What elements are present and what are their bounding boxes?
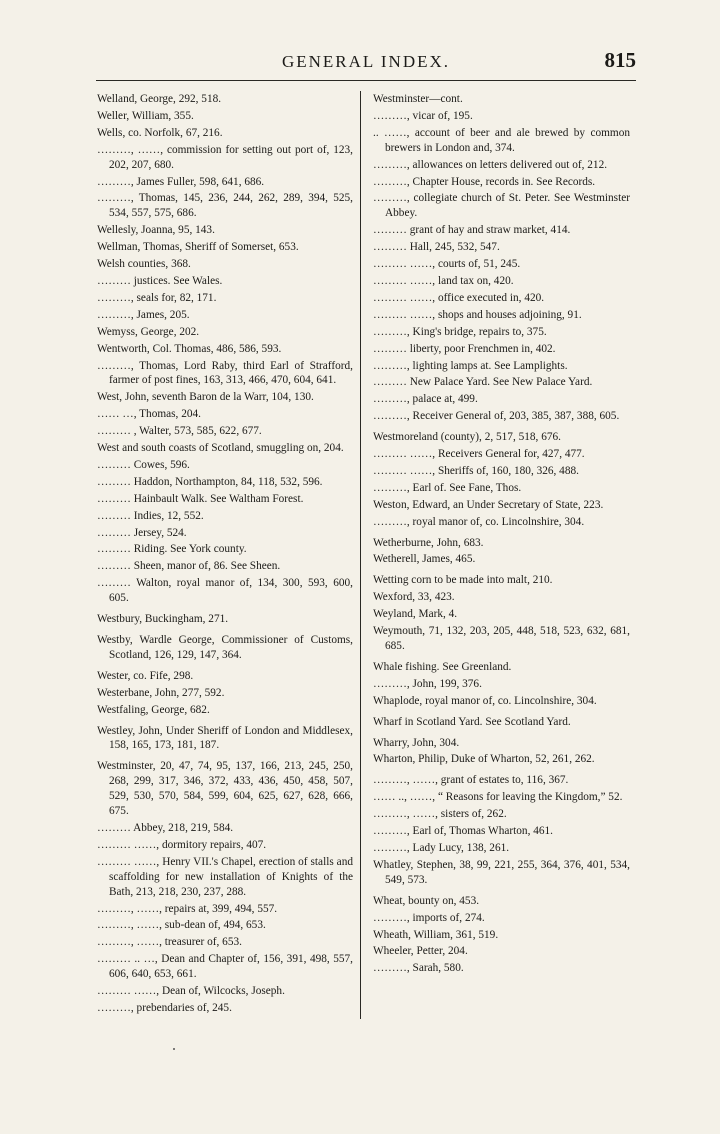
index-entry: Weyland, Mark, 4. (373, 608, 458, 621)
index-entry: Westmoreland (county), 2, 517, 518, 676. (373, 431, 561, 444)
index-entry: Wellman, Thomas, Sheriff of Somerset, 653. (97, 241, 299, 254)
index-entry: ……… Hall, 245, 532, 547. (373, 241, 500, 254)
index-column-left (97, 92, 353, 1018)
index-entry: ……… , Walter, 573, 585, 622, 677. (97, 425, 262, 438)
index-entry: ……… ……, Receivers General for, 427, 477. (373, 448, 585, 461)
stray-mark (173, 1048, 175, 1050)
index-entry: ………, Thomas, Lord Raby, third Earl of Strafford, farmer of post fines, 163, 313, 466, 470, 604, 641. (97, 359, 353, 387)
index-entry: Wetherell, James, 465. (373, 553, 476, 566)
index-entry: ……… ……, Dean of, Wilcocks, Joseph. (97, 985, 285, 998)
index-entry: Wharton, Philip, Duke of Wharton, 52, 261, 262. (373, 753, 595, 766)
index-entry: Wentworth, Col. Thomas, 486, 586, 593. (97, 342, 282, 355)
index-entry: ……… ……, land tax on, 420. (373, 274, 514, 287)
index-entry: Wells, co. Norfolk, 67, 216. (97, 126, 223, 139)
index-entry: ……… ……, office executed in, 420. (373, 291, 545, 304)
index-entry: ……… New Palace Yard. See New Palace Yard. (373, 376, 593, 389)
index-entry: ……… grant of hay and straw market, 414. (373, 224, 571, 237)
index-entry: Whale fishing. See Greenland. (373, 660, 512, 673)
index-entry: ………, ……, grant of estates to, 116, 367. (373, 774, 569, 787)
index-entry: ……… Hainbault Walk. See Waltham Forest. (97, 492, 304, 505)
index-entry: ………, ……, sub-dean of, 494, 653. (97, 919, 266, 932)
index-entry: ………, lighting lamps at. See Lamplights. (373, 359, 568, 372)
index-entry: ………, ……, treasurer of, 653. (97, 936, 242, 949)
index-entry: ……… Sheen, manor of, 86. See Sheen. (97, 560, 281, 573)
page-header (96, 48, 636, 82)
index-entry: ………, imports of, 274. (373, 911, 485, 924)
index-entry: .. ……, account of beer and ale brewed by common brewers in London and, 374. (373, 126, 630, 154)
index-entry: Wexford, 33, 423. (373, 591, 455, 604)
index-entry: ……… ……, dormitory repairs, 407. (97, 838, 267, 851)
index-entry: Weymouth, 71, 132, 203, 205, 448, 518, 523, 632, 681, 685. (373, 625, 630, 652)
index-entry: Wester, co. Fife, 298. (97, 669, 194, 682)
index-entry: ………, Earl of. See Fane, Thos. (373, 481, 522, 494)
index-entry: West, John, seventh Baron de la Warr, 104, 130. (97, 391, 314, 404)
index-entry: ………, Chapter House, records in. See Records. (373, 175, 596, 188)
header-rule (96, 80, 636, 81)
index-entry: ………, vicar of, 195. (373, 109, 473, 122)
index-entry: …… .., ……, “ Reasons for leaving the Kingdom,” 52. (373, 791, 623, 804)
index-entry: Weller, William, 355. (97, 109, 194, 122)
index-entry: Wemyss, George, 202. (97, 325, 200, 338)
index-entry: West and south coasts of Scotland, smuggling on, 204. (97, 442, 344, 455)
index-entry: Westerbane, John, 277, 592. (97, 686, 225, 699)
index-entry: ……… Jersey, 524. (97, 526, 187, 539)
index-entry: ……… liberty, poor Frenchmen in, 402. (373, 342, 556, 355)
index-entry: ………, King's bridge, repairs to, 375. (373, 325, 547, 338)
index-entry: Westby, Wardle George, Commissioner of Customs, Scotland, 126, 129, 147, 364. (97, 634, 353, 661)
index-entry: Wheath, William, 361, 519. (373, 928, 499, 941)
index-entry: ……… Walton, royal manor of, 134, 300, 593, 600, 605. (97, 577, 353, 605)
index-entry: Westbury, Buckingham, 271. (97, 613, 229, 626)
index-entry: Westminster—cont. (373, 93, 463, 105)
index-entry: ………, palace at, 499. (373, 393, 478, 406)
index-entry: ………, Receiver General of, 203, 385, 387, 388, 605. (373, 410, 620, 423)
index-entry: Wharry, John, 304. (373, 736, 460, 749)
column-divider (360, 91, 361, 1019)
index-entry: Wellesly, Joanna, 95, 143. (97, 224, 215, 237)
index-entry: ……… Indies, 12, 552. (97, 509, 204, 522)
index-entry: ……… Cowes, 596. (97, 458, 190, 471)
index-entry: ………, James, 205. (97, 308, 190, 321)
index-entry: ………, Earl of, Thomas Wharton, 461. (373, 825, 553, 838)
index-entry: ………, ……, sisters of, 262. (373, 808, 507, 821)
index-entry: ………, Lady Lucy, 138, 261. (373, 841, 510, 854)
running-title: GENERAL INDEX. (281, 52, 451, 71)
index-entry: ……… justices. See Wales. (97, 274, 223, 287)
index-entry: ………, collegiate church of St. Peter. See Westminster Abbey. (373, 192, 630, 220)
index-column-right (373, 92, 630, 978)
index-entry: Whaplode, royal manor of, co. Lincolnshire, 304. (373, 694, 597, 707)
index-entry: ………, royal manor of, co. Lincolnshire, 304. (373, 515, 585, 528)
index-entry: ………, James Fuller, 598, 641, 686. (97, 175, 265, 188)
index-entry: Westminster, 20, 47, 74, 95, 137, 166, 213, 245, 250, 268, 299, 317, 346, 372, 433, 436, 450, 458, 507, 529, 530, 570, 584, 599, 604, 625, 627, 628, 666, 675. (97, 760, 353, 818)
index-entry: Wheat, bounty on, 453. (373, 894, 480, 907)
index-entry: Weston, Edward, an Under Secretary of State, 223. (373, 498, 604, 511)
index-entry: Wetherburne, John, 683. (373, 536, 484, 549)
page-number: 815 (604, 48, 636, 72)
index-entry: Wharf in Scotland Yard. See Scotland Yard. (373, 715, 571, 728)
index-entry: Wetting corn to be made into malt, 210. (373, 574, 553, 587)
index-entry: ………, Sarah, 580. (373, 962, 464, 975)
index-entry: Whatley, Stephen, 38, 99, 221, 255, 364, 376, 401, 534, 549, 573. (373, 858, 630, 886)
index-entry: ……… ……, shops and houses adjoining, 91. (373, 308, 582, 321)
index-entry: ……… Haddon, Northampton, 84, 118, 532, 596. (97, 475, 323, 488)
index-entry: ……… Riding. See York county. (97, 543, 247, 556)
index-entry: …… …, Thomas, 204. (97, 408, 201, 421)
index-entry: Westley, John, Under Sheriff of London and Middlesex, 158, 165, 173, 181, 187. (97, 724, 353, 752)
index-entry: ……… ……, Henry VII.'s Chapel, erection of stalls and scaffolding for new installation of Knights of the Bath, 213, 218, 230, 237, 288. (97, 855, 353, 898)
index-entry: ………, prebendaries of, 245. (97, 1001, 232, 1014)
index-entry: ………, seals for, 82, 171. (97, 291, 217, 304)
index-entry: Wheeler, Petter, 204. (373, 945, 468, 958)
index-entry: ………, allowances on letters delivered out of, 212. (373, 158, 608, 171)
index-entry: ………, John, 199, 376. (373, 677, 482, 690)
index-entry: Welsh counties, 368. (97, 258, 191, 271)
index-entry: ……… Abbey, 218, 219, 584. (97, 821, 234, 834)
index-entry: ……… ……, courts of, 51, 245. (373, 258, 521, 271)
index-entry: ……… .. …, Dean and Chapter of, 156, 391, 498, 557, 606, 640, 653, 661. (97, 953, 353, 981)
index-entry: Welland, George, 292, 518. (97, 93, 222, 105)
index-entry: ……… ……, Sheriffs of, 160, 180, 326, 488. (373, 464, 579, 477)
index-entry: ………, ……, commission for setting out port of, 123, 202, 207, 680. (97, 143, 353, 171)
index-entry: Westfaling, George, 682. (97, 703, 210, 716)
index-entry: ………, Thomas, 145, 236, 244, 262, 289, 394, 525, 534, 557, 575, 686. (97, 192, 353, 220)
index-entry: ………, ……, repairs at, 399, 494, 557. (97, 902, 278, 915)
